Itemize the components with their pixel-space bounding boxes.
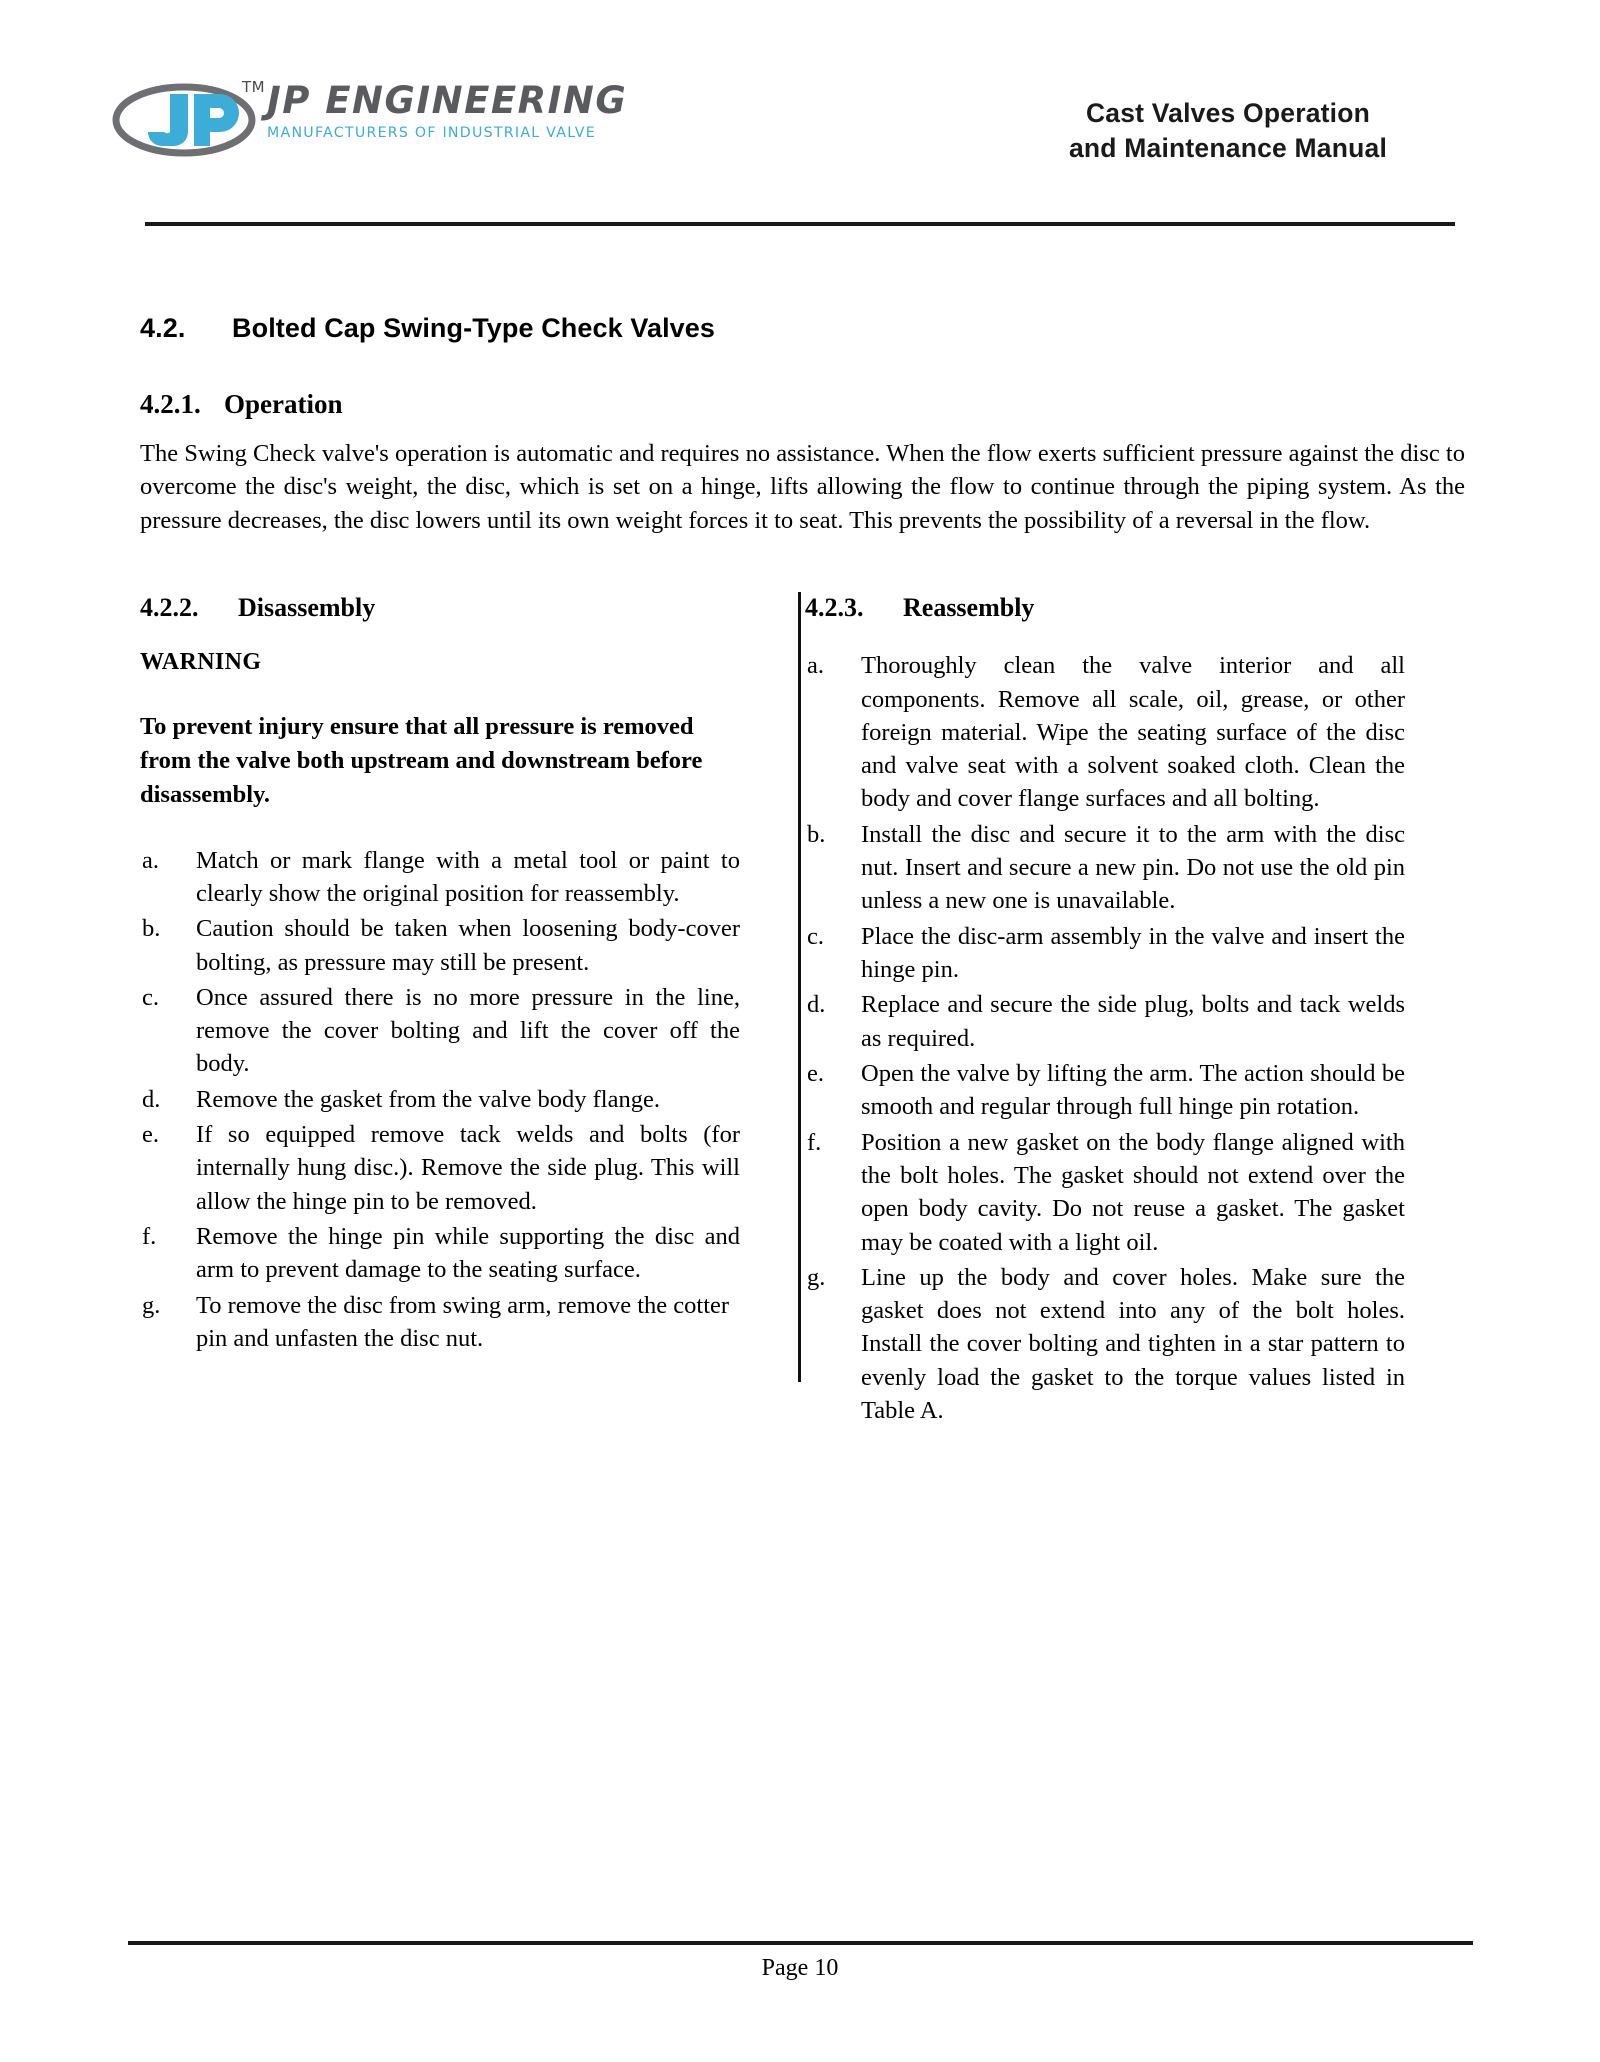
list-marker: a. (142, 846, 159, 874)
page-number: Page 10 (761, 1955, 839, 1981)
list-marker: g. (142, 1291, 161, 1319)
section-title-4-2-1: Operation (224, 389, 343, 420)
header-divider (145, 222, 1455, 226)
list-item (140, 1118, 740, 1218)
section-heading-4-2-1 (140, 388, 1465, 420)
list-text: Once assured there is no more pressure in the line, remove the cover bolting and lift the cover off the body. (196, 983, 740, 1078)
list-marker: d. (142, 1085, 161, 1113)
list-item (140, 1289, 740, 1356)
list-text: Thoroughly clean the valve interior and all components. Remove all scale, oil, grease, or other foreign material. Wipe the seating surface of the disc and valve seat with a solvent soaked cloth. Clean the body and cover flange surfaces and all bolting. (861, 652, 1405, 813)
list-marker: e. (142, 1121, 159, 1149)
list-text: Replace and secure the side plug, bolts and tack welds as required. (861, 991, 1405, 1052)
list-item (140, 981, 740, 1081)
list-item (140, 844, 740, 911)
list-marker: e. (807, 1059, 824, 1087)
list-text: To remove the disc from swing arm, remove the cotter pin and unfasten the disc nut. (196, 1291, 730, 1352)
page-header (0, 0, 1600, 200)
logo-wordmark: JP ENGINEERING (267, 79, 628, 122)
section-title-4-2-2: Disassembly (238, 593, 376, 622)
list-marker: f. (807, 1128, 822, 1156)
section-heading-4-2-3 (805, 592, 1405, 623)
list-marker: f. (142, 1223, 157, 1251)
list-marker: c. (807, 922, 824, 950)
list-item (140, 1083, 740, 1116)
section-number-4-2-1: 4.2.1. (140, 389, 201, 420)
list-marker: a. (807, 652, 824, 680)
footer-divider (128, 1941, 1473, 1945)
manual-title-line-1: Cast Valves Operation (1085, 98, 1371, 128)
warning-label: WARNING (140, 649, 262, 676)
list-item (805, 988, 1405, 1055)
section-title-4-2: Bolted Cap Swing-Type Check Valves (232, 313, 716, 343)
warning-text: To prevent injury ensure that all pressure is removed from the valve both upstream and downstream before disassembly. (140, 713, 703, 808)
list-text: Install the disc and secure it to the arm with the disc nut. Insert and secure a new pin. Do not use the old pin unless a new one is unavailable. (861, 820, 1405, 915)
trademark-symbol: TM (242, 78, 266, 96)
list-item (805, 649, 1405, 816)
operation-paragraph: The Swing Check valve's operation is automatic and requires no assistance. When the flow exerts sufficient pressure against the disc to overcome the disc's weight, the disc, which is set on a hinge, lifts allowing the flow to continue through the piping system. As the pressure decreases, the disc lowers until its own weight forces it to seat. This prevents the possibility of a reversal in the flow. (140, 439, 1465, 534)
list-text: Position a new gasket on the body flange aligned with the bolt holes. The gasket should not extend over the open body cavity. Do not reuse a gasket. The gasket may be coated with a light oil. (861, 1128, 1405, 1256)
disassembly-column (140, 592, 740, 1357)
list-text: Line up the body and cover holes. Make sure the gasket does not extend into any of the bolt holes. Install the cover bolting and tighten in a star pattern to evenly load the gasket to the torque values listed in Table A. (861, 1263, 1405, 1425)
list-item (805, 1126, 1405, 1259)
list-text: Remove the gasket from the valve body flange. (196, 1085, 660, 1113)
section-number-4-2-3: 4.2.3. (805, 593, 864, 622)
list-marker: d. (807, 991, 826, 1019)
list-item (140, 912, 740, 979)
disassembly-steps (140, 844, 740, 1356)
list-marker: g. (807, 1263, 826, 1291)
list-item (805, 1261, 1405, 1428)
manual-title-line-2: and Maintenance Manual (1068, 132, 1388, 163)
jp-monogram-icon (112, 80, 262, 160)
list-text: Place the disc-arm assembly in the valve and insert the hinge pin. (861, 922, 1405, 983)
section-heading-4-2-2 (140, 592, 740, 623)
section-number-4-2: 4.2. (140, 313, 186, 343)
list-marker: b. (142, 915, 161, 943)
two-column-body (140, 592, 1465, 1425)
reassembly-steps (805, 649, 1405, 1427)
list-text: If so equipped remove tack welds and bolts (for internally hung disc.). Remove the side plug. This will allow the hinge pin to be removed. (196, 1121, 740, 1215)
list-item (805, 818, 1405, 918)
list-marker: b. (807, 820, 826, 848)
manual-title (968, 96, 1488, 166)
section-title-4-2-3: Reassembly (903, 593, 1035, 622)
section-heading-4-2 (140, 312, 1465, 344)
list-text: Open the valve by lifting the arm. The action should be smooth and regular through full hinge pin rotation. (861, 1059, 1405, 1121)
list-text: Caution should be taken when loosening body-cover bolting, as pressure may still be present. (196, 915, 740, 976)
logo-text (267, 79, 628, 142)
section-intro (140, 312, 1465, 537)
list-marker: c. (142, 983, 159, 1011)
list-item (805, 1057, 1405, 1124)
logo-tagline: MANUFACTURERS OF INDUSTRIAL VALVE (267, 124, 596, 141)
section-number-4-2-2: 4.2.2. (140, 593, 199, 622)
list-text: Remove the hinge pin while supporting the disc and arm to prevent damage to the seating surface. (196, 1223, 740, 1284)
list-item (805, 920, 1405, 987)
list-text: Match or mark flange with a metal tool or paint to clearly show the original position for reassembly. (196, 846, 740, 907)
reassembly-column (805, 592, 1405, 1429)
company-logo (112, 78, 632, 168)
list-item (140, 1220, 740, 1287)
